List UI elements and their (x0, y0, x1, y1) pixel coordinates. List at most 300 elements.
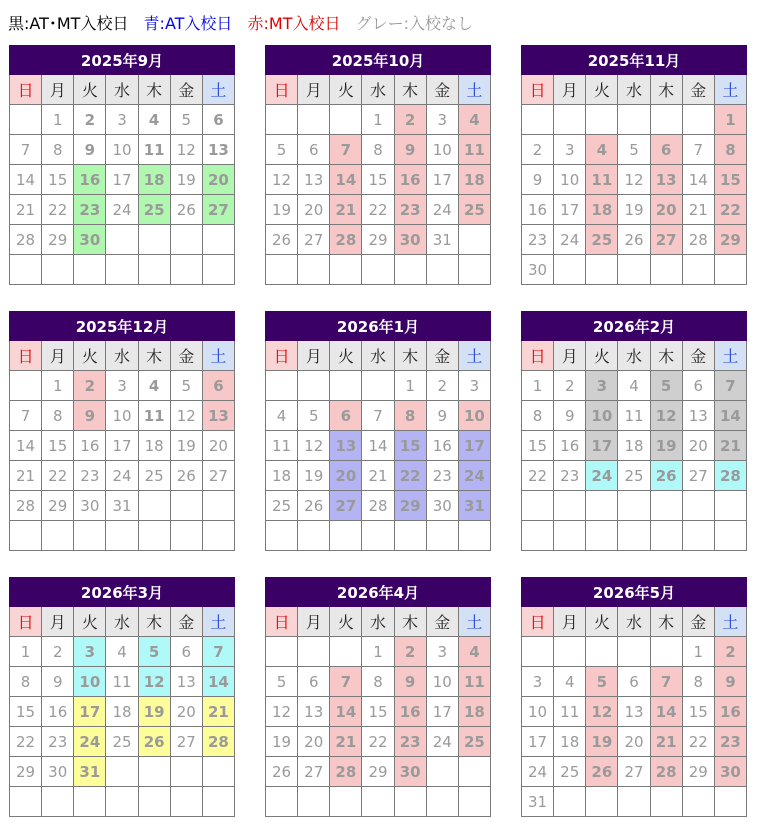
empty-cell (618, 105, 650, 135)
calendar-day: 2 (74, 371, 106, 401)
weekday-header: 月 (554, 341, 586, 371)
weekday-header: 金 (426, 75, 458, 105)
calendar-day: 10 (106, 135, 138, 165)
calendar-day: 11 (554, 697, 586, 727)
calendar-day: 26 (138, 727, 170, 757)
calendar-day: 5 (266, 135, 298, 165)
calendar-day: 31 (426, 225, 458, 255)
empty-cell (682, 521, 714, 551)
empty-cell (586, 521, 618, 551)
empty-cell (138, 491, 170, 521)
empty-cell (394, 255, 426, 285)
calendar-day: 14 (10, 431, 42, 461)
calendar-day: 20 (170, 697, 202, 727)
empty-cell (682, 491, 714, 521)
calendar-day: 23 (42, 727, 74, 757)
weekday-header: 土 (714, 75, 746, 105)
calendar-day: 8 (42, 135, 74, 165)
calendar-day: 7 (10, 135, 42, 165)
empty-cell (586, 787, 618, 817)
calendar-day: 13 (330, 431, 362, 461)
month-title: 2026年2月 (522, 312, 747, 341)
empty-cell (106, 757, 138, 787)
empty-cell (682, 255, 714, 285)
calendar-day: 7 (362, 401, 394, 431)
calendar-day: 22 (714, 195, 746, 225)
calendar-day: 8 (714, 135, 746, 165)
calendar-day: 25 (106, 727, 138, 757)
calendar-day: 7 (330, 667, 362, 697)
calendar-day: 21 (10, 195, 42, 225)
calendar-day: 9 (554, 401, 586, 431)
calendar-day: 3 (554, 135, 586, 165)
empty-cell (554, 105, 586, 135)
calendar-day: 9 (522, 165, 554, 195)
empty-cell (586, 491, 618, 521)
calendar-day: 19 (170, 431, 202, 461)
calendar-day: 9 (426, 401, 458, 431)
empty-cell (298, 521, 330, 551)
weekday-header: 木 (394, 341, 426, 371)
calendar-day: 20 (330, 461, 362, 491)
empty-cell (682, 787, 714, 817)
month-calendar (521, 311, 747, 551)
calendar-day: 14 (362, 431, 394, 461)
calendar-day: 21 (202, 697, 234, 727)
calendar-day: 6 (202, 105, 234, 135)
weekday-header: 日 (266, 341, 298, 371)
calendar-day: 8 (362, 135, 394, 165)
calendar-day: 3 (522, 667, 554, 697)
calendar-day: 9 (394, 667, 426, 697)
calendar-day: 26 (586, 757, 618, 787)
calendar-day: 20 (202, 165, 234, 195)
empty-cell (394, 787, 426, 817)
calendar-day: 27 (202, 461, 234, 491)
calendar-day: 25 (266, 491, 298, 521)
calendar-day: 24 (586, 461, 618, 491)
calendar-day: 26 (266, 225, 298, 255)
calendar-day: 18 (138, 431, 170, 461)
month-title: 2026年3月 (10, 578, 235, 607)
weekday-header: 金 (170, 607, 202, 637)
calendar-day: 25 (554, 757, 586, 787)
calendar-day: 7 (714, 371, 746, 401)
empty-cell (266, 787, 298, 817)
calendar-day: 29 (42, 491, 74, 521)
empty-cell (170, 787, 202, 817)
weekday-header: 水 (106, 607, 138, 637)
calendar-day: 23 (394, 727, 426, 757)
empty-cell (170, 521, 202, 551)
calendar-day: 6 (618, 667, 650, 697)
calendar-day: 23 (394, 195, 426, 225)
weekday-header: 木 (138, 341, 170, 371)
calendar-day: 5 (170, 371, 202, 401)
calendar-day: 22 (362, 727, 394, 757)
calendar-day: 11 (106, 667, 138, 697)
calendar-day: 2 (714, 637, 746, 667)
calendar-day: 22 (394, 461, 426, 491)
empty-cell (330, 521, 362, 551)
calendar-day: 5 (138, 637, 170, 667)
empty-cell (522, 637, 554, 667)
calendar-day: 11 (266, 431, 298, 461)
empty-cell (202, 757, 234, 787)
empty-cell (202, 491, 234, 521)
calendar-day: 20 (618, 727, 650, 757)
month-calendar (265, 45, 491, 285)
empty-cell (714, 521, 746, 551)
empty-cell (202, 521, 234, 551)
empty-cell (74, 521, 106, 551)
calendar-day: 17 (106, 165, 138, 195)
empty-cell (618, 491, 650, 521)
calendar-day: 23 (74, 195, 106, 225)
weekday-header: 土 (714, 341, 746, 371)
weekday-header: 土 (458, 341, 490, 371)
calendar-day: 20 (682, 431, 714, 461)
calendar-day: 21 (650, 727, 682, 757)
calendar-day: 28 (362, 491, 394, 521)
calendar-day: 12 (586, 697, 618, 727)
empty-cell (298, 255, 330, 285)
calendar-day: 15 (42, 165, 74, 195)
calendar-day: 31 (106, 491, 138, 521)
calendar-day: 16 (394, 697, 426, 727)
empty-cell (554, 491, 586, 521)
calendar-day: 21 (330, 727, 362, 757)
empty-cell (10, 787, 42, 817)
empty-cell (266, 371, 298, 401)
month-calendar (521, 45, 747, 285)
calendar-day: 17 (586, 431, 618, 461)
empty-cell (298, 371, 330, 401)
weekday-header: 火 (74, 75, 106, 105)
empty-cell (106, 521, 138, 551)
month-title: 2026年4月 (266, 578, 491, 607)
calendar-day: 5 (298, 401, 330, 431)
calendar-day: 11 (138, 135, 170, 165)
calendar-day: 14 (714, 401, 746, 431)
calendar-day: 24 (554, 225, 586, 255)
empty-cell (170, 225, 202, 255)
calendar-day: 2 (74, 105, 106, 135)
weekday-header: 木 (650, 75, 682, 105)
empty-cell (330, 371, 362, 401)
empty-cell (298, 105, 330, 135)
calendar-day: 9 (42, 667, 74, 697)
calendar-day: 4 (138, 371, 170, 401)
calendar-day: 31 (522, 787, 554, 817)
weekday-header: 火 (586, 75, 618, 105)
weekday-header: 火 (586, 341, 618, 371)
month-calendar (9, 311, 235, 551)
empty-cell (138, 521, 170, 551)
weekday-header: 火 (586, 607, 618, 637)
calendar-day: 10 (106, 401, 138, 431)
empty-cell (458, 225, 490, 255)
calendar-day: 24 (106, 461, 138, 491)
empty-cell (618, 787, 650, 817)
month-calendar (521, 577, 747, 817)
calendar-day: 21 (362, 461, 394, 491)
calendar-day: 8 (42, 401, 74, 431)
weekday-header: 水 (362, 607, 394, 637)
weekday-header: 日 (10, 607, 42, 637)
calendar-day: 28 (650, 757, 682, 787)
calendar-day: 28 (714, 461, 746, 491)
calendar-day: 27 (202, 195, 234, 225)
calendar-day: 22 (42, 461, 74, 491)
calendar-day: 27 (170, 727, 202, 757)
calendar-day: 25 (138, 461, 170, 491)
weekday-header: 土 (458, 75, 490, 105)
calendar-day: 1 (714, 105, 746, 135)
calendar-day: 8 (682, 667, 714, 697)
calendar-day: 3 (74, 637, 106, 667)
calendar-day: 6 (682, 371, 714, 401)
calendar-day: 19 (586, 727, 618, 757)
weekday-header: 水 (106, 341, 138, 371)
weekday-header: 日 (10, 75, 42, 105)
calendar-day: 1 (10, 637, 42, 667)
calendar-day: 16 (74, 165, 106, 195)
weekday-header: 月 (554, 607, 586, 637)
calendar-day: 4 (618, 371, 650, 401)
month-calendar (9, 577, 235, 817)
weekday-header: 月 (42, 341, 74, 371)
empty-cell (458, 757, 490, 787)
weekday-header: 水 (618, 75, 650, 105)
month-title: 2025年9月 (10, 46, 235, 75)
calendar-day: 7 (202, 637, 234, 667)
empty-cell (426, 787, 458, 817)
calendar-day: 5 (586, 667, 618, 697)
empty-cell (650, 637, 682, 667)
month-title: 2026年5月 (522, 578, 747, 607)
calendar-day: 28 (330, 757, 362, 787)
calendar-day: 12 (266, 697, 298, 727)
calendar-day: 12 (138, 667, 170, 697)
weekday-header: 金 (426, 341, 458, 371)
calendar-day: 5 (266, 667, 298, 697)
weekday-header: 日 (10, 341, 42, 371)
weekday-header: 土 (202, 341, 234, 371)
calendar-day: 6 (330, 401, 362, 431)
calendar-day: 27 (298, 225, 330, 255)
empty-cell (202, 225, 234, 255)
calendar-day: 5 (650, 371, 682, 401)
calendar-day: 26 (650, 461, 682, 491)
empty-cell (426, 521, 458, 551)
calendar-day: 27 (682, 461, 714, 491)
calendar-day: 3 (106, 105, 138, 135)
calendar-day: 18 (554, 727, 586, 757)
weekday-header: 土 (202, 75, 234, 105)
empty-cell (138, 787, 170, 817)
calendar-day: 4 (458, 105, 490, 135)
calendar-day: 10 (426, 135, 458, 165)
empty-cell (42, 787, 74, 817)
calendar-day: 12 (266, 165, 298, 195)
calendar-day: 4 (554, 667, 586, 697)
calendar-day: 29 (362, 757, 394, 787)
empty-cell (362, 787, 394, 817)
calendar-day: 23 (522, 225, 554, 255)
empty-cell (362, 255, 394, 285)
empty-cell (618, 521, 650, 551)
empty-cell (330, 255, 362, 285)
calendar-day: 6 (298, 135, 330, 165)
calendar-day: 30 (714, 757, 746, 787)
empty-cell (394, 521, 426, 551)
calendar-day: 16 (714, 697, 746, 727)
calendar-day: 1 (394, 371, 426, 401)
calendar-day: 24 (426, 195, 458, 225)
calendar-day: 20 (298, 195, 330, 225)
empty-cell (106, 225, 138, 255)
calendar-day: 16 (42, 697, 74, 727)
calendar-day: 17 (426, 697, 458, 727)
empty-cell (458, 255, 490, 285)
calendar-day: 13 (650, 165, 682, 195)
calendar-day: 21 (714, 431, 746, 461)
weekday-header: 火 (330, 341, 362, 371)
calendar-day: 14 (330, 165, 362, 195)
calendar-day: 18 (266, 461, 298, 491)
empty-cell (266, 105, 298, 135)
calendar-day: 19 (618, 195, 650, 225)
calendar-day: 29 (42, 225, 74, 255)
calendar-day: 26 (170, 195, 202, 225)
calendar-day: 27 (618, 757, 650, 787)
weekday-header: 土 (458, 607, 490, 637)
weekday-header: 月 (298, 607, 330, 637)
calendar-day: 30 (42, 757, 74, 787)
calendar-day: 29 (362, 225, 394, 255)
calendar-day: 17 (74, 697, 106, 727)
weekday-header: 土 (202, 607, 234, 637)
calendar-day: 30 (394, 225, 426, 255)
weekday-header: 木 (650, 341, 682, 371)
calendar-day: 4 (266, 401, 298, 431)
calendar-day: 24 (426, 727, 458, 757)
calendar-day: 8 (522, 401, 554, 431)
calendar-day: 17 (426, 165, 458, 195)
weekday-header: 日 (522, 75, 554, 105)
calendar-day: 13 (298, 697, 330, 727)
calendar-day: 15 (714, 165, 746, 195)
calendar-day: 1 (522, 371, 554, 401)
calendar-day: 9 (394, 135, 426, 165)
calendar-day: 25 (618, 461, 650, 491)
weekday-header: 月 (298, 75, 330, 105)
legend-mt: 赤:MT入校日 (247, 14, 341, 33)
empty-cell (138, 225, 170, 255)
empty-cell (714, 491, 746, 521)
calendar-day: 1 (42, 105, 74, 135)
calendar-day: 15 (394, 431, 426, 461)
empty-cell (618, 255, 650, 285)
calendar-day: 4 (586, 135, 618, 165)
calendar-day: 23 (554, 461, 586, 491)
calendar-day: 3 (106, 371, 138, 401)
empty-cell (298, 787, 330, 817)
empty-cell (522, 521, 554, 551)
calendar-day: 3 (586, 371, 618, 401)
calendar-day: 19 (650, 431, 682, 461)
empty-cell (330, 105, 362, 135)
calendar-day: 17 (106, 431, 138, 461)
calendar-day: 2 (394, 105, 426, 135)
calendar-day: 15 (362, 697, 394, 727)
empty-cell (650, 105, 682, 135)
weekday-header: 金 (682, 75, 714, 105)
weekday-header: 木 (138, 607, 170, 637)
weekday-header: 金 (426, 607, 458, 637)
empty-cell (106, 255, 138, 285)
calendar-day: 29 (394, 491, 426, 521)
empty-cell (362, 521, 394, 551)
calendar-day: 13 (170, 667, 202, 697)
calendar-day: 25 (138, 195, 170, 225)
calendar-day: 14 (202, 667, 234, 697)
calendar-day: 23 (426, 461, 458, 491)
calendar-day: 13 (618, 697, 650, 727)
empty-cell (426, 255, 458, 285)
calendar-day: 24 (106, 195, 138, 225)
calendar-day: 12 (170, 135, 202, 165)
calendar-day: 22 (42, 195, 74, 225)
empty-cell (266, 637, 298, 667)
calendar-day: 8 (362, 667, 394, 697)
empty-cell (618, 637, 650, 667)
calendar-day: 10 (426, 667, 458, 697)
weekday-header: 木 (394, 75, 426, 105)
weekday-header: 火 (330, 75, 362, 105)
calendar-day: 15 (522, 431, 554, 461)
empty-cell (170, 491, 202, 521)
empty-cell (266, 255, 298, 285)
empty-cell (10, 521, 42, 551)
empty-cell (554, 637, 586, 667)
empty-cell (650, 491, 682, 521)
empty-cell (714, 255, 746, 285)
calendar-day: 25 (458, 727, 490, 757)
weekday-header: 火 (74, 607, 106, 637)
empty-cell (362, 371, 394, 401)
weekday-header: 金 (170, 341, 202, 371)
empty-cell (458, 521, 490, 551)
calendar-day: 2 (394, 637, 426, 667)
calendar-day: 6 (170, 637, 202, 667)
empty-cell (650, 787, 682, 817)
calendar-day: 26 (266, 757, 298, 787)
empty-cell (426, 757, 458, 787)
empty-cell (554, 521, 586, 551)
calendar-day: 27 (650, 225, 682, 255)
empty-cell (202, 787, 234, 817)
calendar-day: 8 (394, 401, 426, 431)
calendar-day: 20 (202, 431, 234, 461)
month-title: 2026年1月 (266, 312, 491, 341)
empty-cell (266, 521, 298, 551)
weekday-header: 土 (714, 607, 746, 637)
month-title: 2025年10月 (266, 46, 491, 75)
empty-cell (586, 637, 618, 667)
empty-cell (330, 637, 362, 667)
